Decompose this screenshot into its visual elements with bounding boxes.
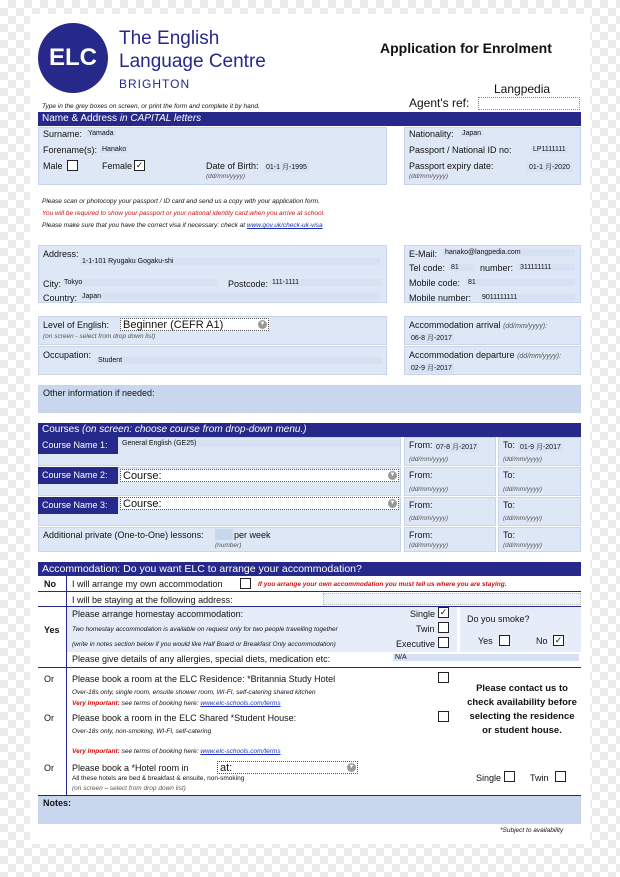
org-location: BRIGHTON xyxy=(119,77,191,91)
postcode-label: Postcode: xyxy=(228,279,269,289)
course-3-to-label: To: xyxy=(503,500,516,510)
smoke-question: Do you smoke? xyxy=(467,614,530,624)
email-field[interactable]: hanako@langpedia.com xyxy=(443,249,575,256)
hotel-note: All these hotels are bed & breakfast & ensuite, non-smoking xyxy=(72,775,245,782)
mobile-label: Mobile number: xyxy=(409,293,472,303)
course-name-2-label: Course Name 2: xyxy=(38,467,118,484)
student-house-label: Please book a room in the ELC Shared *Student House: xyxy=(72,713,297,723)
forename-label: Forename(s): xyxy=(43,145,98,155)
arrival-field[interactable]: 06-8 月-2017 xyxy=(411,335,452,342)
name-address-heading: Name & Address in CAPITAL letters xyxy=(38,112,581,126)
private-to-hint: (dd/mm/yyyy) xyxy=(503,542,542,549)
email-label: E-Mail: xyxy=(409,249,438,259)
forename-field[interactable]: Hanako xyxy=(102,146,127,153)
nationality-label: Nationality: xyxy=(409,129,454,139)
per-week-label: per week xyxy=(234,530,271,540)
chevron-down-icon: ▼ xyxy=(389,472,396,478)
female-checkbox[interactable]: ✓ xyxy=(135,160,144,170)
other-info-label: Other information if needed: xyxy=(43,388,155,398)
staying-address-label: I will be staying at the following address: xyxy=(72,595,233,605)
homestay-note: Two homestay accommodation is available on request only for two people travelling together xyxy=(72,626,338,633)
course-2-to-label: To: xyxy=(503,470,516,480)
visa-link[interactable]: www.gov.uk/check-uk-visa xyxy=(246,222,323,229)
mobile-code-label: Mobile code: xyxy=(409,278,461,288)
agent-ref-field[interactable] xyxy=(478,97,580,110)
expiry-hint: (dd/mm/yyyy) xyxy=(409,173,448,180)
hotel-twin-checkbox[interactable] xyxy=(555,771,566,782)
expiry-label: Passport expiry date: xyxy=(409,161,494,171)
student-house-note: Over-18s only, non-smoking, WI-FI, self-catering xyxy=(72,728,212,735)
postcode-field[interactable]: 111-1111 xyxy=(270,279,382,286)
private-from-label: From: xyxy=(409,530,433,540)
org-name-line2: Language Centre xyxy=(119,51,266,72)
course-1-select[interactable]: General English (GE25) xyxy=(120,440,400,447)
smoke-yes-checkbox[interactable] xyxy=(499,635,510,646)
chevron-down-icon: ▼ xyxy=(259,321,266,327)
course-3-select[interactable]: Course: ▼ xyxy=(120,497,399,510)
student-house-terms: Very Important: see terms of booking here: www.elc-schools.com/terms xyxy=(72,748,281,755)
city-field[interactable]: Tokyo xyxy=(62,279,217,286)
note-show-passport: You will be required to show your passport or your national identity card when you arrive at school. xyxy=(42,210,325,217)
private-from-hint: (dd/mm/yyyy) xyxy=(409,542,448,549)
notes-field[interactable] xyxy=(38,796,581,824)
course-2-select[interactable]: Course: ▼ xyxy=(120,469,399,482)
country-field[interactable]: Japan xyxy=(80,293,380,300)
address-label: Address: xyxy=(43,249,79,259)
course-2-from-hint: (dd/mm/yyyy) xyxy=(409,486,448,493)
course-2-to-hint: (dd/mm/yyyy) xyxy=(503,486,542,493)
residence-note: Over-18s only, single room, ensuite shower room, WI-FI, self-catering shared kitchen xyxy=(72,689,316,696)
level-hint: (on screen - select from drop down list) xyxy=(43,333,156,340)
course-2-from-label: From: xyxy=(409,470,433,480)
course-3-from-label: From: xyxy=(409,500,433,510)
notes-label: Notes: xyxy=(43,798,72,808)
own-accommodation-checkbox[interactable] xyxy=(240,578,251,589)
acc-divider xyxy=(38,591,581,592)
male-label: Male xyxy=(43,161,63,171)
mobile-code-field[interactable]: 81 xyxy=(466,279,575,286)
nationality-field[interactable]: Japan xyxy=(462,130,482,137)
course-3-from-hint: (dd/mm/yyyy) xyxy=(409,515,448,522)
homestay-note-2: (write in notes section below if you would like Half Board or Breakfast Only accommodation) xyxy=(72,641,336,648)
homestay-twin-checkbox[interactable] xyxy=(438,622,449,633)
private-lessons-label: Additional private (One-to-One) lessons: xyxy=(43,530,204,540)
dob-field[interactable]: 01-1 月-1995 xyxy=(266,164,307,171)
note-visa: Please make sure that you have the correct visa if necessary: check at www.gov.uk/check-uk-visa xyxy=(42,222,323,229)
allergy-label: Please give details of any allergies, special diets, medication etc: xyxy=(72,654,331,664)
occupation-label: Occupation: xyxy=(43,350,92,360)
departure-label: Accommodation departure (dd/mm/yyyy): xyxy=(409,350,562,360)
course-1-from-field[interactable]: 07-8 月-2017 xyxy=(436,444,477,451)
country-label: Country: xyxy=(43,293,78,303)
arrival-label: Accommodation arrival (dd/mm/yyyy): xyxy=(409,320,548,330)
dob-label: Date of Birth: xyxy=(206,161,259,171)
org-name-line1: The English xyxy=(119,28,220,49)
hotel-single-label: Single xyxy=(476,773,502,783)
number-label: number: xyxy=(480,263,514,273)
hotel-hint: (on screen – select from drop down list) xyxy=(72,785,186,792)
accommodation-heading: Accommodation: Do you want ELC to arrange your accommodation? xyxy=(38,562,581,576)
terms-link[interactable]: www.elc-schools.com/terms xyxy=(200,748,281,755)
homestay-label: Please arrange homestay accommodation: xyxy=(72,609,244,619)
form-title: Application for Enrolment xyxy=(380,40,552,56)
hotel-single-checkbox[interactable] xyxy=(504,771,515,782)
tel-code-field[interactable]: 81 xyxy=(449,264,474,271)
elc-logo: ELC xyxy=(38,23,108,93)
course-1-to-hint: (dd/mm/yyyy) xyxy=(503,456,542,463)
executive-label: Executive xyxy=(396,639,436,649)
smoke-no-label: No xyxy=(536,636,548,646)
student-house-checkbox[interactable] xyxy=(438,711,449,722)
course-name-3-label: Course Name 3: xyxy=(38,497,118,514)
instructions: Type in the grey boxes on screen, or print the form and complete it by hand. xyxy=(42,103,260,110)
own-accommodation-label: I will arrange my own accommodation xyxy=(72,579,223,589)
or-label-3: Or xyxy=(44,763,54,773)
note-scan: Please scan or photocopy your passport / ID card and send us a copy with your application form. xyxy=(42,198,320,205)
expiry-field[interactable]: 01-1 月-2020 xyxy=(529,164,570,171)
hotel-label: Please book a *Hotel room in xyxy=(72,763,189,773)
staying-address-field[interactable] xyxy=(323,593,581,605)
availability-footnote: *Subject to availability xyxy=(500,827,564,834)
or-label-2: Or xyxy=(44,713,54,723)
course-1-to-label: To: xyxy=(503,440,516,450)
surname-label: Surname: xyxy=(43,129,83,139)
courses-heading: Courses (on screen: choose course from drop-down menu.) xyxy=(38,423,581,437)
level-label: Level of English: xyxy=(43,320,110,330)
address-field[interactable]: 1-1-101 Ryugaku Gogaku-shi xyxy=(80,258,380,265)
smoke-no-checkbox[interactable]: ✓ xyxy=(554,635,563,645)
chevron-down-icon: ▼ xyxy=(389,500,396,506)
hotel-twin-label: Twin xyxy=(530,773,549,783)
male-checkbox[interactable] xyxy=(67,160,78,171)
acc-divider xyxy=(38,667,581,668)
residence-checkbox[interactable] xyxy=(438,672,449,683)
own-accommodation-warning: If you arrange your own accommodation you must tell us where you are staying. xyxy=(258,581,507,588)
occupation-field[interactable]: Student xyxy=(96,357,382,364)
single-label: Single xyxy=(410,609,436,619)
city-label: City: xyxy=(43,279,61,289)
departure-field[interactable]: 02-9 月-2017 xyxy=(411,365,452,372)
agent-ref-label: Agent's ref: xyxy=(409,96,470,110)
terms-link[interactable]: www.elc-schools.com/terms xyxy=(200,700,281,707)
homestay-executive-checkbox[interactable] xyxy=(438,637,449,648)
allergy-field[interactable]: N/A xyxy=(393,654,579,661)
chevron-down-icon: ▼ xyxy=(348,764,355,770)
passport-field[interactable]: LP1111111 xyxy=(533,146,566,153)
residence-terms: Very Important: see terms of booking here: www.elc-schools.com/terms xyxy=(72,700,281,707)
or-label-1: Or xyxy=(44,674,54,684)
twin-label: Twin xyxy=(416,624,435,634)
course-1-from-hint: (dd/mm/yyyy) xyxy=(409,456,448,463)
passport-label: Passport / National ID no: xyxy=(409,145,512,155)
private-lessons-field[interactable] xyxy=(215,529,233,540)
surname-field[interactable]: Yamada xyxy=(88,130,114,137)
acc-no-label: No xyxy=(44,579,56,589)
tel-code-label: Tel code: xyxy=(409,263,446,273)
residence-label: Please book a room at the ELC Residence: *Britannia Study Hotel xyxy=(72,674,336,684)
course-1-from-label: From: xyxy=(409,440,433,450)
contact-availability-note: Please contact us to check availability before selecting the residence or student house. xyxy=(467,683,577,736)
course-3-to-hint: (dd/mm/yyyy) xyxy=(503,515,542,522)
mobile-field[interactable]: 9011111111 xyxy=(480,294,575,301)
level-select[interactable]: Beginner (CEFR A1) ▼ xyxy=(120,318,269,331)
number-field[interactable]: 311111111 xyxy=(518,264,575,271)
number-hint: (number) xyxy=(215,542,242,549)
acc-yes-label: Yes xyxy=(44,625,60,635)
female-label: Female xyxy=(102,161,133,171)
agent-ref-value[interactable]: Langpedia xyxy=(494,82,551,96)
dob-hint: (dd/mm/yyyy) xyxy=(206,173,245,180)
course-name-1-label: Course Name 1: xyxy=(38,437,118,454)
homestay-single-checkbox[interactable]: ✓ xyxy=(439,607,448,617)
hotel-select[interactable]: at: ▼ xyxy=(217,761,358,774)
course-1-to-field[interactable]: 01-9 月-2017 xyxy=(520,444,561,451)
private-to-label: To: xyxy=(503,530,516,540)
smoke-yes-label: Yes xyxy=(478,636,493,646)
